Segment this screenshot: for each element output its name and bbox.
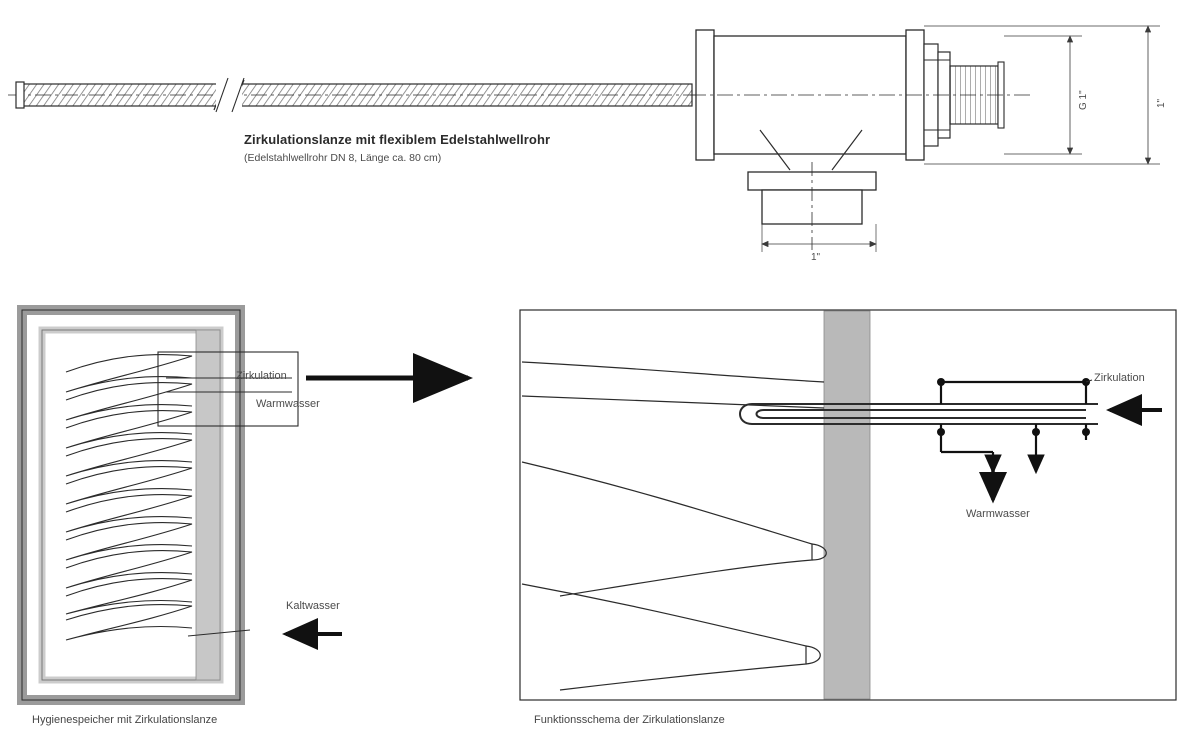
caption-left: Hygienespeicher mit Zirkulationslanze	[32, 714, 218, 726]
left-label-warmwasser: Warmwasser	[256, 398, 320, 410]
left-label-zirkulation: Zirkulation	[236, 370, 287, 382]
tank-view	[22, 310, 468, 700]
dimension-label-outer: 1"	[1156, 98, 1167, 108]
right-label-warmwasser: Warmwasser	[966, 508, 1030, 520]
figure-title: Zirkulationslanze mit flexiblem Edelstahlwellrohr	[244, 132, 551, 147]
top-assembly-view	[8, 26, 1160, 252]
corrugated-hose	[8, 78, 700, 112]
tee-body	[690, 30, 1030, 250]
figure-subtitle: (Edelstahlwellrohr DN 8, Länge ca. 80 cm)	[244, 152, 442, 164]
dimension-label-branch: 1"	[811, 252, 821, 263]
function-schematic-view	[520, 310, 1176, 700]
right-label-zirkulation: Zirkulation	[1094, 372, 1145, 384]
dimension-label-g1: G 1"	[1078, 90, 1089, 110]
left-label-kaltwasser: Kaltwasser	[286, 600, 340, 612]
caption-right: Funktionsschema der Zirkulationslanze	[534, 714, 725, 726]
dimension-branch	[762, 224, 876, 252]
heat-exchanger-coil	[66, 355, 192, 640]
